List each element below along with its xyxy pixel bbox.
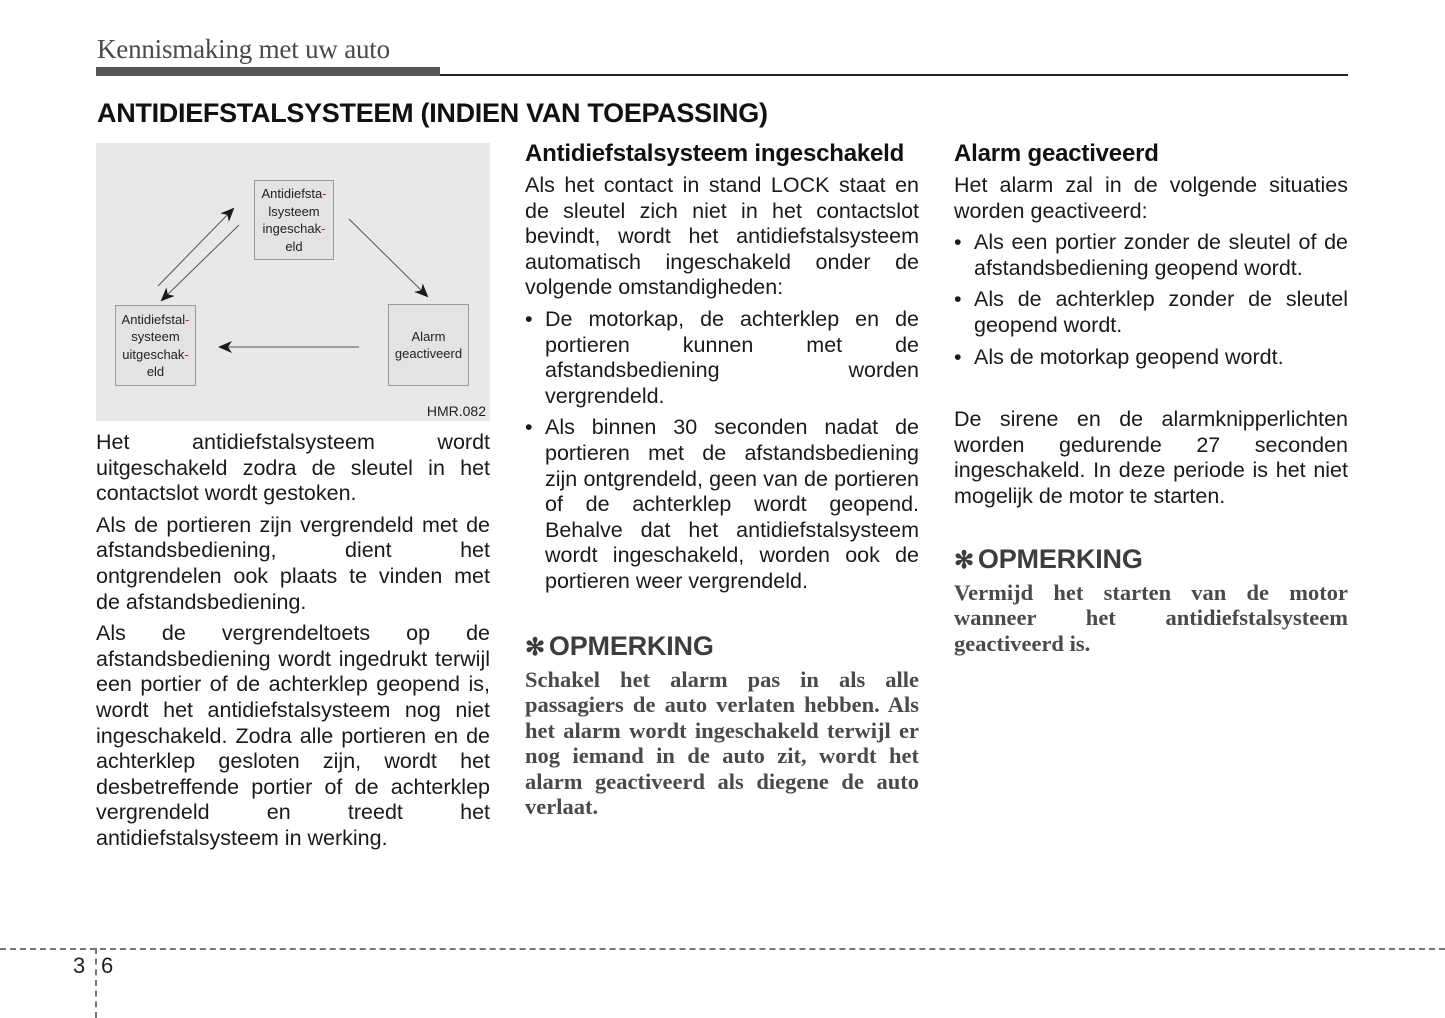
paragraph: Als de vergrendeltoets op de afstandsbediening wordt ingedrukt terwijl een portier of de achterklep geopend is, wordt het antidiefstalsysteem nog niet ingeschakeld. Zodra alle portieren en de achterklep gesloten zijn, wordt het desbetreffende portier of de achterklep vergrendeld en treedt het antidiefstalsysteem in werking.: [96, 621, 490, 850]
section-title: ANTIDIEFSTALSYSTEEM (INDIEN VAN TOEPASSING): [97, 98, 768, 128]
note-heading: ✻ OPMERKING: [525, 630, 714, 661]
paragraph: De sirene en de alarmknipperlichten worden gedurende 27 seconden ingeschakeld. In deze periode is het niet mogelijk de motor te starten.: [954, 407, 1348, 508]
state-box-alarm: Alarm geactiveerd: [388, 304, 469, 386]
list-item: • De motorkap, de achterklep en de portieren kunnen met de afstandsbediening worden vergrendeld.: [525, 306, 919, 408]
column-1: [96, 140, 490, 852]
asterisk-icon: ✻: [525, 633, 545, 661]
note-heading: ✻ OPMERKING: [954, 543, 1143, 574]
bullet-icon: •: [954, 230, 962, 255]
header-rule: [440, 74, 1348, 76]
list-item: • Als een portier zonder de sleutel of de afstandsbediening geopend wordt.: [954, 230, 1348, 280]
list-item: • Als binnen 30 seconden nadat de portieren met de afstandsbediening zijn ontgrendeld, geen van de portieren of de achterklep wordt geopend. Behalve dat het antidiefstalsysteem wordt ingeschakeld, worden ook de portieren weer vergrendeld.: [525, 415, 919, 593]
bullet-icon: •: [525, 415, 533, 440]
arrow-disarmed-to-armed: [158, 209, 233, 286]
bullet-icon: •: [954, 344, 962, 369]
column-3: [954, 140, 1348, 656]
subheading-armed: Antidiefstalsysteem ingeschakeld: [525, 140, 905, 167]
asterisk-icon: ✻: [954, 546, 974, 574]
paragraph: Het antidiefstalsysteem wordt uitgeschakeld zodra de sleutel in het contactslot wordt gestoken.: [96, 430, 490, 506]
arrow-armed-to-disarmed: [162, 225, 239, 300]
bullet-list: [525, 307, 919, 595]
state-box-disarmed: Antidiefstal- systeem uitgeschak- eld: [115, 305, 196, 386]
paragraph: Het alarm zal in de volgende situaties worden geactiveerd:: [954, 173, 1348, 223]
bullet-list: [954, 230, 1348, 370]
footer-rule: [0, 948, 1445, 950]
note-text: Vermijd het starten van de motor wanneer het antidiefstalsysteem geactiveerd is.: [954, 579, 1348, 656]
running-head: Kennismaking met uw auto: [97, 34, 390, 64]
figure-code: HMR.082: [426, 403, 486, 419]
paragraph: Als het contact in stand LOCK staat en de sleutel zich niet in het contactslot bevindt, wordt het antidiefstalsysteem automatisch ingeschakeld onder de volgende omstandigheden:: [525, 173, 919, 300]
chapter-number: 3: [73, 953, 86, 978]
state-diagram-figure: [96, 143, 490, 421]
bullet-icon: •: [954, 287, 962, 312]
paragraph: Als de portieren zijn vergrendeld met de afstandsbediening, dient het ontgrendelen ook plaats te vinden met de afstandsbediening.: [96, 512, 490, 614]
page-number: 6: [101, 953, 114, 978]
list-item: • Als de achterklep zonder de sleutel geopend wordt.: [954, 287, 1348, 337]
header-bar: [96, 67, 440, 76]
subheading-alarm: Alarm geactiveerd: [954, 140, 1159, 167]
arrow-armed-to-alarm: [349, 219, 427, 296]
column-2: [525, 140, 919, 820]
note-text: Schakel het alarm pas in als alle passagiers de auto verlaten hebben. Als het alarm wordt ingeschakeld terwijl er nog iemand in de auto zit, wordt het alarm geactiveerd als diegene de auto verlaat.: [525, 666, 919, 820]
footer-divider: [95, 948, 97, 1018]
state-box-armed: Antidiefsta- lsysteem ingeschak- eld: [254, 180, 334, 260]
bullet-icon: •: [525, 306, 533, 331]
list-item: • Als de motorkap geopend wordt.: [954, 344, 1284, 369]
